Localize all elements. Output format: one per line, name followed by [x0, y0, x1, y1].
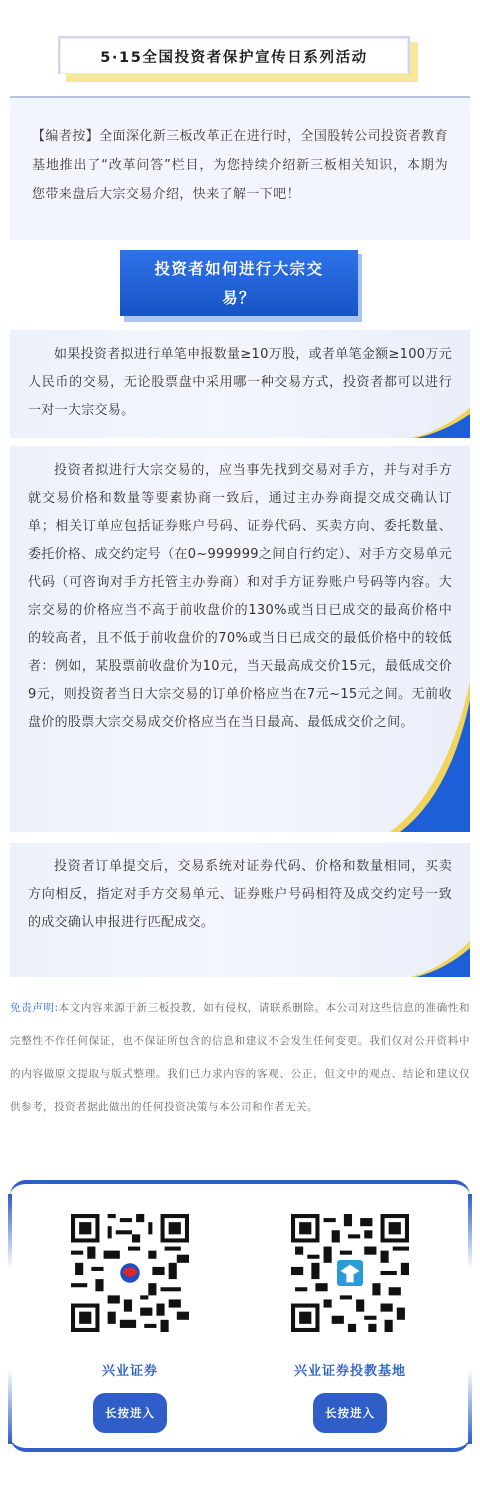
corner-wave-icon [410, 941, 470, 977]
paragraph-1: 如果投资者拟进行单笔申报数量≥10万股，或者单笔金额≥100万元人民币的交易，无论股票盘中采用哪一种交易方式，投资者都可以进行一对一大宗交易。 [28, 347, 452, 418]
qr-name-investor-base: 兴业证券投教基地 [293, 1364, 406, 1379]
editor-note: 【编者按】全面深化新三板改革正在进行时，全国股转公司投资者教育基地推出了“改革问答”栏目，为您持续介绍新三板相关知识，本期为您带来盘后大宗交易介绍，快来了解一下吧！ [10, 98, 470, 240]
content-panel-3 [10, 843, 470, 977]
header-banner [58, 36, 418, 82]
paragraph-2: 投资者拟进行大宗交易的，应当事先找到交易对手方，并与对手方就交易价格和数量等要素协商一致后，通过主办券商提交成交确认订单；相关订单应包括证券账户号码、证券代码、买卖方向、委托数量、委托价格、成交约定号（在0~999999之间自行约定）、对手方交易单元代码（可咨询对手方托管主办券商）和对手方证券账户号码等内容。大宗交易的价格应当不高于前收盘价的130%或当日已成交的最高价格中的较高者，且不低于前收盘价的70%或当日已成交的最低价格中的较低者：例如，某股票前收盘价为10元，当天最高成交价15元，最低成交价9元，则投资者当日大宗交易的订单价格应当在7元~15元之间。无前收盘价的股票大宗交易成交价格应当在当日最高、最低成交价之间。 [28, 463, 452, 730]
qr-card [10, 1180, 470, 1452]
section-title: 投资者如何进行大宗交易？ [120, 250, 358, 316]
card-border-right [468, 1194, 472, 1444]
disclaimer-lead: 免责声明: [10, 1002, 59, 1014]
qr-block-investor-base [260, 1214, 440, 1433]
enter-button-xingye[interactable]: 长按进入 [93, 1393, 167, 1433]
qr-code-icon[interactable] [291, 1214, 409, 1332]
page-title: 5·15全国投资者保护宣传日系列活动 [60, 38, 408, 74]
card-border-left [8, 1194, 12, 1444]
qr-name-xingye: 兴业证券 [101, 1364, 158, 1379]
content-panel-1 [10, 330, 470, 438]
section-title-box [120, 250, 362, 322]
paragraph-3: 投资者订单提交后，交易系统对证券代码、价格和数量相同，买卖方向相反，指定对手方交易单元、证券账户号码相符及成交约定号一致的成交确认申报进行匹配成交。 [28, 859, 452, 930]
disclaimer-text: 本文内容来源于新三板投教，如有侵权，请联系删除。本公司对这些信息的准确性和完整性不作任何保证，也不保证所包含的信息和建议不会发生任何变更。我们仅对公开资料中的内容做原文提取与版式整理。我们已力求内容的客观、公正，但文中的观点、结论和建议仅供参考，投资者据此做出的任何投资决策与本公司和作者无关。 [10, 1002, 470, 1113]
qr-code-icon[interactable] [71, 1214, 189, 1332]
enter-button-investor-base[interactable]: 长按进入 [313, 1393, 387, 1433]
qr-block-xingye [40, 1214, 220, 1433]
corner-wave-icon [390, 682, 470, 832]
corner-wave-icon [410, 408, 470, 438]
disclaimer [10, 992, 470, 1124]
content-panel-2 [10, 446, 470, 832]
